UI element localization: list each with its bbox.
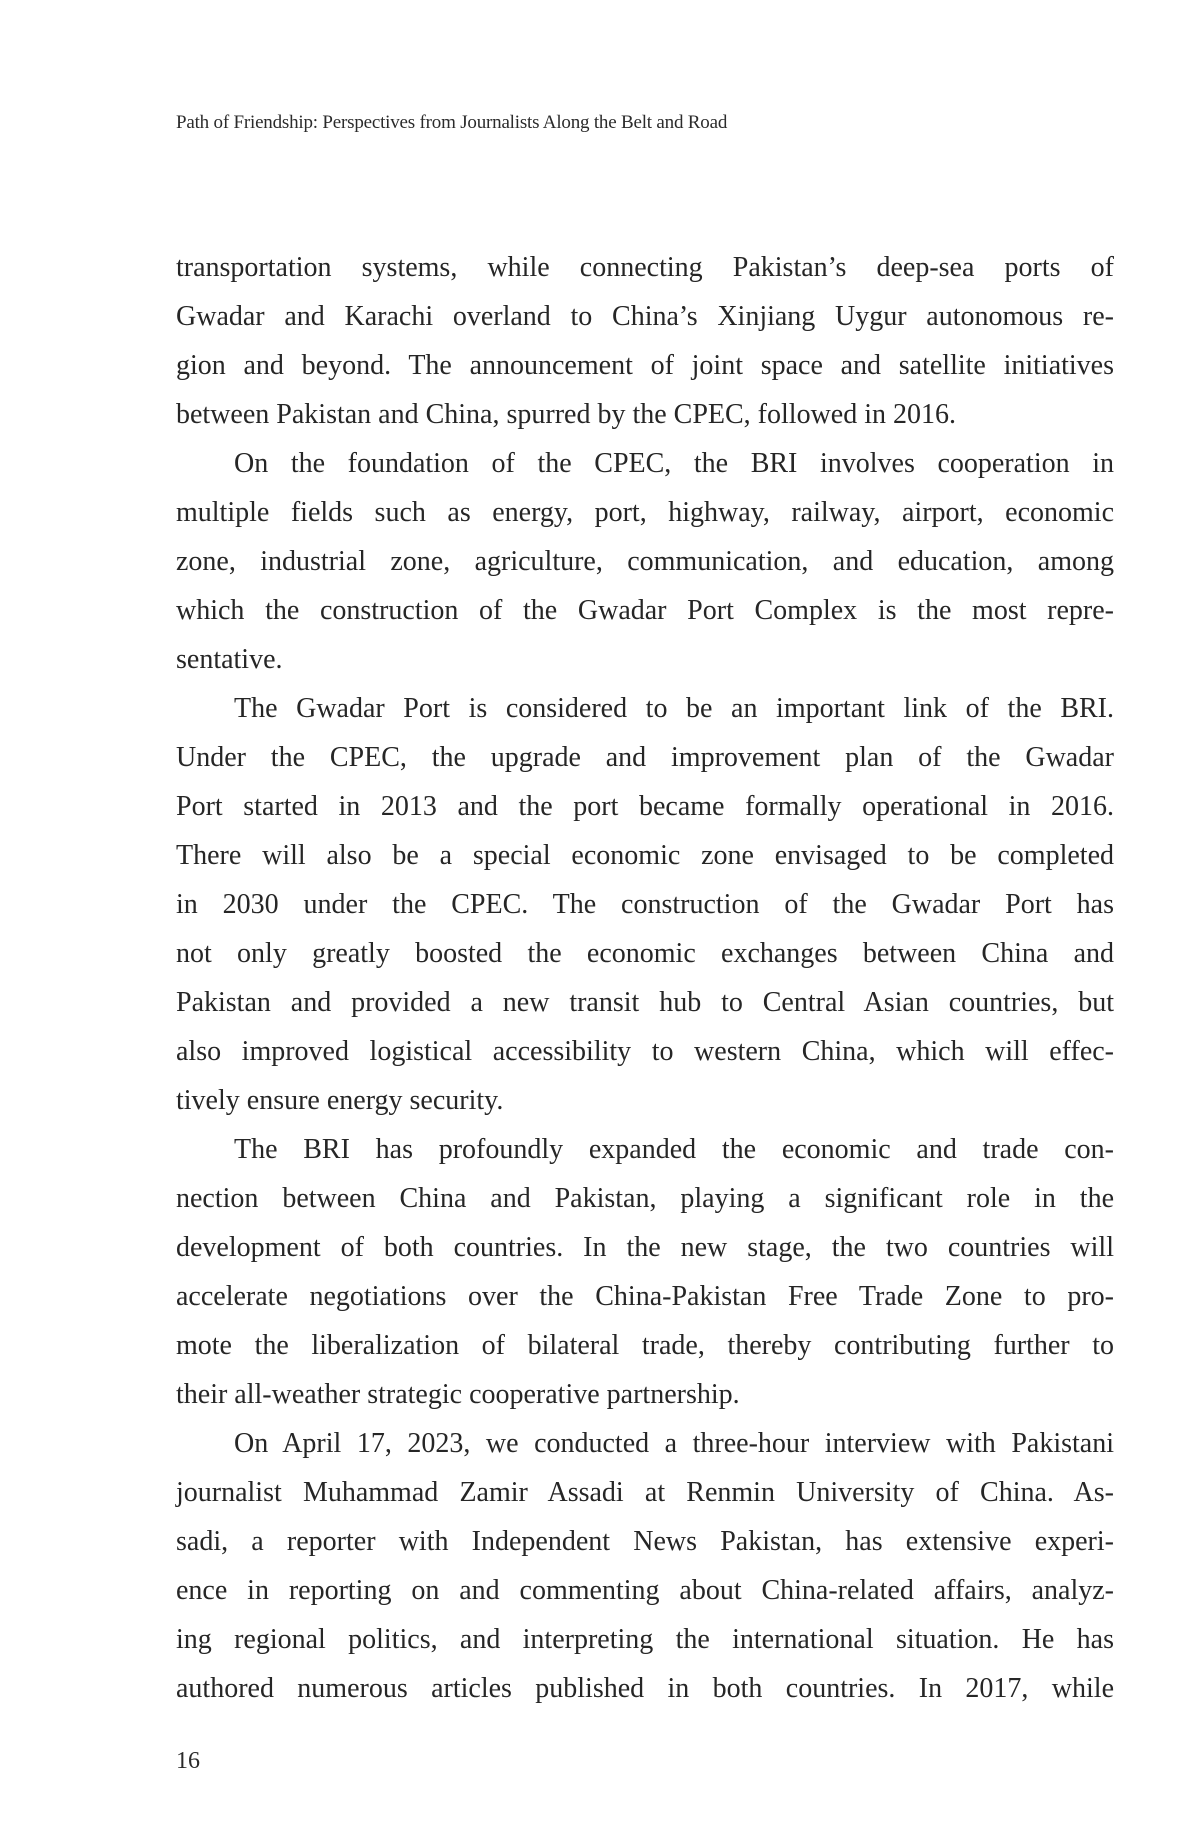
paragraph-2 <box>176 439 1114 684</box>
text-line: sadi, a reporter with Independent News Pakistan, has extensive experi- <box>176 1526 1114 1557</box>
text-line: gion and beyond. The announcement of joint space and satellite initiatives <box>176 350 1114 381</box>
running-header: Path of Friendship: Perspectives from Journalists Along the Belt and Road <box>176 112 728 133</box>
text-line: in 2030 under the CPEC. The construction of the Gwadar Port has <box>176 889 1114 920</box>
text-line: tively ensure energy security. <box>176 1085 504 1116</box>
text-line: On April 17, 2023, we conducted a three-hour interview with Pakistani <box>234 1428 1114 1459</box>
paragraph-1 <box>176 243 1114 439</box>
text-line: There will also be a special economic zone envisaged to be completed <box>176 840 1114 871</box>
paragraph-4 <box>176 1125 1114 1419</box>
text-line: multiple fields such as energy, port, highway, railway, airport, economic <box>176 497 1114 528</box>
text-line: transportation systems, while connecting Pakistan’s deep-sea ports of <box>176 252 1114 283</box>
paragraph-5 <box>176 1419 1114 1713</box>
text-line: accelerate negotiations over the China-Pakistan Free Trade Zone to pro- <box>176 1281 1114 1312</box>
text-line: authored numerous articles published in both countries. In 2017, while <box>176 1673 1114 1704</box>
text-line: The BRI has profoundly expanded the economic and trade con- <box>234 1134 1114 1165</box>
text-line: development of both countries. In the new stage, the two countries will <box>176 1232 1114 1263</box>
text-line: their all-weather strategic cooperative partnership. <box>176 1379 740 1410</box>
text-line: which the construction of the Gwadar Port Complex is the most repre- <box>176 595 1114 626</box>
page-number: 16 <box>176 1748 200 1774</box>
text-line: zone, industrial zone, agriculture, communication, and education, among <box>176 546 1114 577</box>
text-line: nection between China and Pakistan, playing a significant role in the <box>176 1183 1114 1214</box>
text-line: also improved logistical accessibility to western China, which will effec- <box>176 1036 1114 1067</box>
text-line: On the foundation of the CPEC, the BRI involves cooperation in <box>234 448 1114 479</box>
text-line: Pakistan and provided a new transit hub to Central Asian countries, but <box>176 987 1114 1018</box>
text-line: not only greatly boosted the economic exchanges between China and <box>176 938 1114 969</box>
text-line: mote the liberalization of bilateral trade, thereby contributing further to <box>176 1330 1114 1361</box>
text-line: ing regional politics, and interpreting the international situation. He has <box>176 1624 1114 1655</box>
text-line: The Gwadar Port is considered to be an important link of the BRI. <box>234 693 1114 724</box>
text-line: Gwadar and Karachi overland to China’s Xinjiang Uygur autonomous re- <box>176 301 1114 332</box>
text-line: ence in reporting on and commenting about China-related affairs, analyz- <box>176 1575 1114 1606</box>
text-line: between Pakistan and China, spurred by the CPEC, followed in 2016. <box>176 399 956 430</box>
text-line: Port started in 2013 and the port became formally operational in 2016. <box>176 791 1114 822</box>
text-line: sentative. <box>176 644 283 675</box>
text-line: Under the CPEC, the upgrade and improvement plan of the Gwadar <box>176 742 1114 773</box>
body-text <box>176 243 1114 1713</box>
paragraph-3 <box>176 684 1114 1125</box>
text-line: journalist Muhammad Zamir Assadi at Renmin University of China. As- <box>176 1477 1114 1508</box>
